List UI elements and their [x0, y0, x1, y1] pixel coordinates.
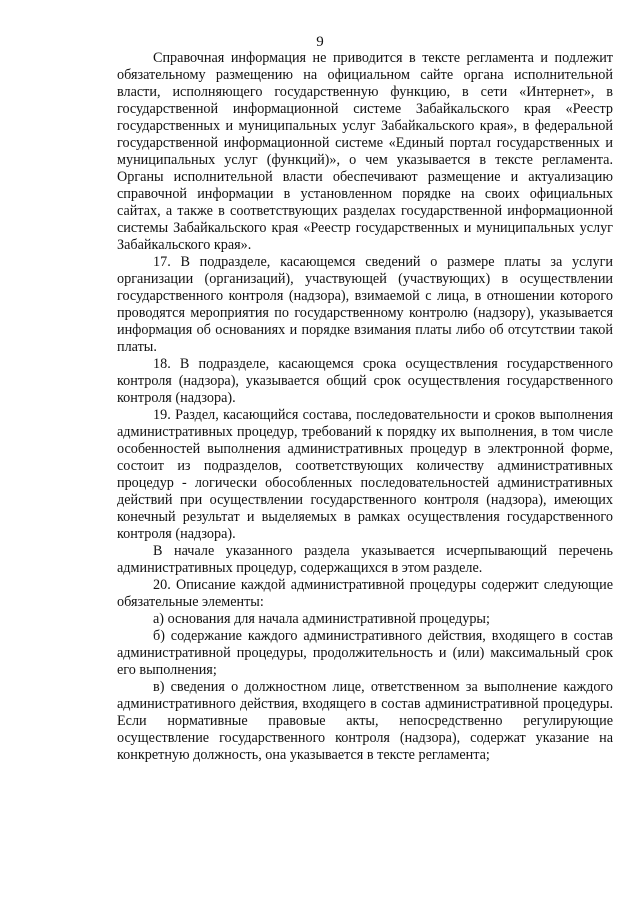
- paragraph-18: 18. В подразделе, касающемся срока осуществления государственного контроля (надзора), указывается общий срок осуществления государственного контроля (надзора).: [117, 356, 613, 406]
- list-item-a: а) основания для начала административной процедуры;: [153, 611, 490, 627]
- paragraph-20: 20. Описание каждой административной процедуры содержит следующие обязательные элементы:: [117, 577, 613, 610]
- document-body: [117, 50, 613, 764]
- paragraph-procedure-list: В начале указанного раздела указывается исчерпывающий перечень административных процедур, содержащихся в этом разделе.: [117, 543, 613, 576]
- paragraph-17: 17. В подразделе, касающемся сведений о размере платы за услуги организации (организаций), участвующей (участвующих) в осуществлении государственного контроля (надзора), взимаемой с лица, в отношении которого проводятся мероприятия по государственному контролю (надзору), указывается информация об основаниях и порядке взимания платы либо об отсутствии такой платы.: [117, 254, 613, 355]
- paragraph-19: 19. Раздел, касающийся состава, последовательности и сроков выполнения административных процедур, требований к порядку их выполнения, в том числе особенностей выполнения административных процедур в электронной форме, состоит из подразделов, соответствующих количеству административных процедур - логически обособленных последовательностей административных действий при осуществлении государственного контроля (надзора), имеющих конечный результат и выделяемых в рамках осуществления государственного контроля (надзора).: [117, 407, 613, 542]
- page-number: 9: [316, 34, 324, 50]
- paragraph-reference-info: Справочная информация не приводится в тексте регламента и подлежит обязательному размещению на официальном сайте органа исполнительной власти, исполняющего государственную функцию, в сети «Интернет», в государственной информационной системе Забайкальского края «Реестр государственных и муниципальных услуг Забайкальского края», в федеральной государственной информационной системе «Единый портал государственных и муниципальных услуг (функций)», о чем указывается в тексте регламента. Органы исполнительной власти обеспечивают размещение и актуализацию справочной информации в установленном порядке на своих официальных сайтах, а также в соответствующих разделах государственной информационной системы Забайкальского края «Реестр государственных и муниципальных услуг Забайкальского края».: [117, 50, 613, 253]
- list-item-b: б) содержание каждого административного действия, входящего в состав административной процедуры, продолжительность и (или) максимальный срок его выполнения;: [117, 628, 613, 678]
- list-item-v: в) сведения о должностном лице, ответственном за выполнение каждого административного действия, входящего в состав административной процедуры. Если нормативные правовые акты, непосредственно регулирующие осуществление государственного контроля (надзора), содержат указание на конкретную должность, она указывается в тексте регламента;: [117, 679, 613, 763]
